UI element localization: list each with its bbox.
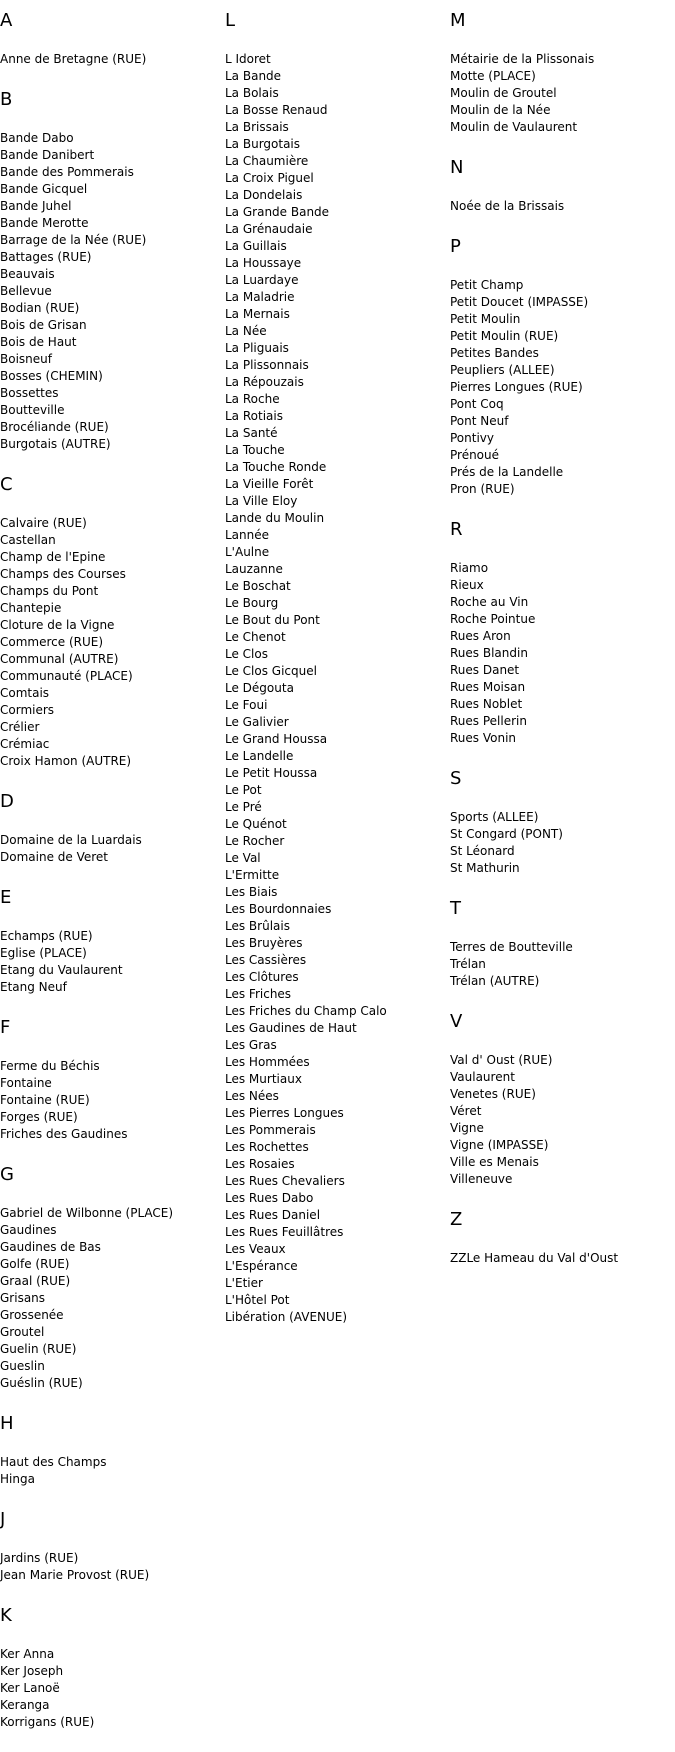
letter-section-a	[0, 10, 220, 68]
street-item[interactable]: L'Hôtel Pot	[225, 1293, 290, 1307]
street-item[interactable]: Motte (PLACE)	[450, 69, 536, 83]
letter-section-e	[0, 887, 220, 996]
street-item[interactable]: L'Etier	[225, 1276, 263, 1290]
street-item[interactable]: Crélier	[0, 720, 40, 734]
street-item[interactable]: St Mathurin	[450, 861, 520, 875]
street-item[interactable]: La Burgotais	[225, 137, 301, 151]
street-item[interactable]: Bodian (RUE)	[0, 301, 80, 315]
letter-section-j	[0, 1509, 220, 1584]
street-item[interactable]: Peupliers (ALLEE)	[450, 363, 555, 377]
street-list	[450, 198, 670, 215]
street-item[interactable]: Libération (AVENUE)	[225, 1310, 348, 1324]
street-item[interactable]: Le Landelle	[225, 749, 294, 763]
street-item[interactable]: Les Rues Dabo	[225, 1191, 314, 1205]
street-item[interactable]: Burgotais (AUTRE)	[0, 437, 111, 451]
letter-heading: Z	[450, 1209, 463, 1230]
street-item[interactable]: Moulin de Groutel	[450, 86, 557, 100]
street-item[interactable]: Lannée	[225, 528, 270, 542]
street-item[interactable]: Bande Danibert	[0, 148, 95, 162]
street-item[interactable]: Les Cassières	[225, 953, 307, 967]
street-item[interactable]: Sports (ALLEE)	[450, 810, 539, 824]
street-item[interactable]: Jardins (RUE)	[0, 1551, 79, 1565]
street-item[interactable]: Le Val	[225, 851, 261, 865]
street-item[interactable]: Le Petit Houssa	[225, 766, 318, 780]
street-list	[225, 51, 445, 1326]
street-item[interactable]: Les Bourdonnaies	[225, 902, 332, 916]
street-item[interactable]: La Chaumière	[225, 154, 309, 168]
street-item[interactable]: Les Gras	[225, 1038, 277, 1052]
street-item[interactable]: Venetes (RUE)	[450, 1087, 536, 1101]
street-item[interactable]: Lauzanne	[225, 562, 283, 576]
street-item[interactable]: Les Murtiaux	[225, 1072, 302, 1086]
street-item[interactable]: Le Quénot	[225, 817, 287, 831]
street-item[interactable]: Les Friches du Champ Calo	[225, 1004, 387, 1018]
street-item[interactable]: La Bolais	[225, 86, 279, 100]
street-item[interactable]: Pont Coq	[450, 397, 504, 411]
street-list	[450, 277, 670, 498]
street-item[interactable]: L Idoret	[225, 52, 271, 66]
street-item[interactable]: Friches des Gaudines	[0, 1127, 128, 1141]
street-item[interactable]: Cormiers	[0, 703, 55, 717]
street-item[interactable]: Les Rosaies	[225, 1157, 295, 1171]
letter-heading: K	[0, 1605, 12, 1626]
street-item[interactable]: Le Pré	[225, 800, 262, 814]
street-item[interactable]: Moulin de la Née	[450, 103, 551, 117]
street-item[interactable]: Gueslin	[0, 1359, 45, 1373]
street-item[interactable]: Grossenée	[0, 1308, 64, 1322]
street-item[interactable]: Battages (RUE)	[0, 250, 92, 264]
street-item[interactable]: Moulin de Vaulaurent	[450, 120, 578, 134]
street-list	[450, 1250, 670, 1267]
street-item[interactable]: Communauté (PLACE)	[0, 669, 133, 683]
street-item[interactable]: Champs des Courses	[0, 567, 126, 581]
street-item[interactable]: Ker Lanoë	[0, 1681, 60, 1695]
street-item[interactable]: Croix Hamon (AUTRE)	[0, 754, 132, 768]
street-item[interactable]: Rues Noblet	[450, 697, 523, 711]
street-item[interactable]: Petit Doucet (IMPASSE)	[450, 295, 589, 309]
street-item[interactable]: Le Bourg	[225, 596, 279, 610]
street-item[interactable]: Les Rochettes	[225, 1140, 309, 1154]
street-item[interactable]: Bossettes	[0, 386, 59, 400]
street-list	[0, 1646, 220, 1731]
street-item[interactable]: St Léonard	[450, 844, 515, 858]
street-list	[450, 51, 670, 136]
street-item[interactable]: Gaudines de Bas	[0, 1240, 101, 1254]
street-item[interactable]: Les Hommées	[225, 1055, 310, 1069]
street-item[interactable]: Groutel	[0, 1325, 45, 1339]
street-item[interactable]: Bellevue	[0, 284, 52, 298]
letter-heading: R	[450, 519, 463, 540]
street-item[interactable]: Les Rues Chevaliers	[225, 1174, 345, 1188]
street-item[interactable]: Rues Moisan	[450, 680, 526, 694]
street-item[interactable]: Rieux	[450, 578, 484, 592]
street-item[interactable]: Champ de l'Epine	[0, 550, 106, 564]
street-item[interactable]: Roche Pointue	[450, 612, 536, 626]
street-item[interactable]: Riamo	[450, 561, 489, 575]
street-item[interactable]: Terres de Boutteville	[450, 940, 573, 954]
letter-section-l	[225, 10, 445, 1326]
street-item[interactable]: Crémiac	[0, 737, 50, 751]
street-item[interactable]: Gabriel de Wilbonne (PLACE)	[0, 1206, 174, 1220]
street-item[interactable]: Hinga	[0, 1472, 35, 1486]
street-item[interactable]: Jean Marie Provost (RUE)	[0, 1568, 150, 1582]
street-item[interactable]: Fontaine	[0, 1076, 52, 1090]
street-item[interactable]: Le Dégouta	[225, 681, 294, 695]
street-item[interactable]: Rues Pellerin	[450, 714, 527, 728]
street-item[interactable]: Le Boschat	[225, 579, 291, 593]
street-item[interactable]: Les Gaudines de Haut	[225, 1021, 357, 1035]
letter-heading: M	[450, 10, 466, 31]
letter-heading: G	[0, 1164, 14, 1185]
street-item[interactable]: Trélan	[450, 957, 486, 971]
street-item[interactable]: Calvaire (RUE)	[0, 516, 87, 530]
street-item[interactable]: La Répouzais	[225, 375, 304, 389]
street-item[interactable]: Boutteville	[0, 403, 65, 417]
letter-section-k	[0, 1605, 220, 1731]
street-item[interactable]: Bande des Pommerais	[0, 165, 134, 179]
letter-heading: T	[450, 898, 461, 919]
street-item[interactable]: L'Ermitte	[225, 868, 280, 882]
street-item[interactable]: La Grande Bande	[225, 205, 330, 219]
street-item[interactable]: Rues Vonin	[450, 731, 517, 745]
street-list	[450, 809, 670, 877]
street-item[interactable]: Guéslin (RUE)	[0, 1376, 83, 1390]
street-item[interactable]: Pierres Longues (RUE)	[450, 380, 583, 394]
street-item[interactable]: Prés de la Landelle	[450, 465, 564, 479]
street-item[interactable]: Le Pot	[225, 783, 262, 797]
street-item[interactable]: Ker Anna	[0, 1647, 55, 1661]
street-item[interactable]: Rues Danet	[450, 663, 520, 677]
street-item[interactable]: Villeneuve	[450, 1172, 513, 1186]
street-item[interactable]: Golfe (RUE)	[0, 1257, 70, 1271]
letter-section-d	[0, 791, 220, 866]
street-item[interactable]: Les Brûlais	[225, 919, 290, 933]
street-list	[0, 130, 220, 453]
street-item[interactable]: Les Nées	[225, 1089, 279, 1103]
street-item[interactable]: Les Bruyères	[225, 936, 303, 950]
street-item[interactable]: La Santé	[225, 426, 278, 440]
street-item[interactable]: Barrage de la Née (RUE)	[0, 233, 147, 247]
street-item[interactable]: Les Biais	[225, 885, 278, 899]
street-item[interactable]: Le Rocher	[225, 834, 285, 848]
street-item[interactable]: Val d' Oust (RUE)	[450, 1053, 553, 1067]
column-1	[0, 10, 220, 1752]
letter-section-t	[450, 898, 670, 990]
street-item[interactable]: Etang du Vaulaurent	[0, 963, 123, 977]
street-item[interactable]: Bande Gicquel	[0, 182, 88, 196]
street-list	[0, 1454, 220, 1488]
street-item[interactable]: Domaine de Veret	[0, 850, 108, 864]
street-item[interactable]: Trélan (AUTRE)	[450, 974, 540, 988]
street-item[interactable]: La Plissonnais	[225, 358, 309, 372]
street-item[interactable]: La Luardaye	[225, 273, 299, 287]
street-item[interactable]: L'Espérance	[225, 1259, 298, 1273]
letter-heading: E	[0, 887, 12, 908]
street-item[interactable]: Eglise (PLACE)	[0, 946, 87, 960]
street-item[interactable]: Fontaine (RUE)	[0, 1093, 90, 1107]
street-item[interactable]: Lande du Moulin	[225, 511, 325, 525]
street-item[interactable]: Les Pommerais	[225, 1123, 316, 1137]
street-item[interactable]: Guelin (RUE)	[0, 1342, 77, 1356]
street-item[interactable]: Noée de la Brissais	[450, 199, 565, 213]
street-item[interactable]: L'Aulne	[225, 545, 270, 559]
street-item[interactable]: Grisans	[0, 1291, 46, 1305]
street-item[interactable]: Le Bout du Pont	[225, 613, 320, 627]
letter-heading: L	[225, 10, 236, 31]
street-item[interactable]: Rues Aron	[450, 629, 511, 643]
street-item[interactable]: Bois de Haut	[0, 335, 77, 349]
street-item[interactable]: Anne de Bretagne (RUE)	[0, 52, 147, 66]
street-item[interactable]: Bande Juhel	[0, 199, 72, 213]
street-item[interactable]: Petit Champ	[450, 278, 524, 292]
street-item[interactable]: Véret	[450, 1104, 482, 1118]
street-list	[0, 515, 220, 770]
street-item[interactable]: Brocéliande (RUE)	[0, 420, 109, 434]
street-item[interactable]: Beauvais	[0, 267, 55, 281]
street-item[interactable]: La Née	[225, 324, 267, 338]
street-item[interactable]: Les Veaux	[225, 1242, 286, 1256]
street-item[interactable]: Vaulaurent	[450, 1070, 515, 1084]
letter-heading: B	[0, 89, 13, 110]
street-list	[0, 1205, 220, 1392]
street-item[interactable]: La Dondelais	[225, 188, 303, 202]
street-item[interactable]: Le Foui	[225, 698, 268, 712]
letter-section-c	[0, 474, 220, 770]
street-item[interactable]: La Touche Ronde	[225, 460, 327, 474]
street-item[interactable]: Comtais	[0, 686, 50, 700]
street-item[interactable]: Pont Neuf	[450, 414, 509, 428]
letter-section-h	[0, 1413, 220, 1488]
street-item[interactable]: ZZLe Hameau du Val d'Oust	[450, 1251, 619, 1265]
street-item[interactable]: Bosses (CHEMIN)	[0, 369, 103, 383]
street-item[interactable]: Les Pierres Longues	[225, 1106, 344, 1120]
street-item[interactable]: Le Clos	[225, 647, 268, 661]
street-item[interactable]: Roche au Vin	[450, 595, 529, 609]
street-item[interactable]: Ferme du Béchis	[0, 1059, 100, 1073]
letter-section-r	[450, 519, 670, 747]
street-item[interactable]: Pontivy	[450, 431, 494, 445]
street-item[interactable]: Keranga	[0, 1698, 50, 1712]
street-item[interactable]: Rues Blandin	[450, 646, 528, 660]
street-item[interactable]: La Guillais	[225, 239, 287, 253]
street-item[interactable]: Le Grand Houssa	[225, 732, 328, 746]
street-item[interactable]: La Maladrie	[225, 290, 295, 304]
street-item[interactable]: Communal (AUTRE)	[0, 652, 119, 666]
street-item[interactable]: Chantepie	[0, 601, 62, 615]
street-item[interactable]: Korrigans (RUE)	[0, 1715, 95, 1729]
street-item[interactable]: St Congard (PONT)	[450, 827, 563, 841]
street-item[interactable]: La Roche	[225, 392, 280, 406]
street-item[interactable]: La Rotiais	[225, 409, 283, 423]
street-list	[450, 939, 670, 990]
street-item[interactable]: Bois de Grisan	[0, 318, 87, 332]
street-item[interactable]: Champs du Pont	[0, 584, 99, 598]
street-item[interactable]: Ker Joseph	[0, 1664, 64, 1678]
street-item[interactable]: La Ville Eloy	[225, 494, 298, 508]
letter-section-n	[450, 157, 670, 215]
street-item[interactable]: Les Friches	[225, 987, 292, 1001]
letter-section-v	[450, 1011, 670, 1188]
street-item[interactable]: Les Clôtures	[225, 970, 299, 984]
street-item[interactable]: La Houssaye	[225, 256, 302, 270]
letter-section-m	[450, 10, 670, 136]
letter-section-p	[450, 236, 670, 498]
street-item[interactable]: Commerce (RUE)	[0, 635, 104, 649]
street-item[interactable]: Castellan	[0, 533, 56, 547]
street-item[interactable]: La Grénaudaie	[225, 222, 313, 236]
street-list	[450, 560, 670, 747]
street-item[interactable]: Cloture de la Vigne	[0, 618, 115, 632]
letter-heading: F	[0, 1017, 11, 1038]
street-item[interactable]: Haut des Champs	[0, 1455, 107, 1469]
street-item[interactable]: Echamps (RUE)	[0, 929, 93, 943]
street-item[interactable]: Ville es Menais	[450, 1155, 539, 1169]
letter-heading: D	[0, 791, 14, 812]
street-list	[0, 928, 220, 996]
street-item[interactable]: Les Rues Daniel	[225, 1208, 321, 1222]
column-3	[450, 10, 670, 1288]
street-list	[0, 832, 220, 866]
street-item[interactable]: Petites Bandes	[450, 346, 539, 360]
street-item[interactable]: La Vieille Forêt	[225, 477, 314, 491]
letter-heading: V	[450, 1011, 463, 1032]
street-item[interactable]: Vigne (IMPASSE)	[450, 1138, 549, 1152]
street-item[interactable]: Boisneuf	[0, 352, 52, 366]
street-item[interactable]: La Pliguais	[225, 341, 289, 355]
letter-heading: J	[0, 1509, 6, 1530]
letter-section-z	[450, 1209, 670, 1267]
street-item[interactable]: Domaine de la Luardais	[0, 833, 142, 847]
letter-heading: A	[0, 10, 13, 31]
street-item[interactable]: Le Chenot	[225, 630, 286, 644]
letter-heading: H	[0, 1413, 14, 1434]
street-item[interactable]: Graal (RUE)	[0, 1274, 71, 1288]
street-item[interactable]: La Bande	[225, 69, 282, 83]
street-item[interactable]: Le Clos Gicquel	[225, 664, 317, 678]
street-item[interactable]: La Mernais	[225, 307, 290, 321]
street-item[interactable]: La Croix Piguel	[225, 171, 314, 185]
letter-heading: C	[0, 474, 13, 495]
street-item[interactable]: La Bosse Renaud	[225, 103, 328, 117]
street-item[interactable]: Le Galivier	[225, 715, 289, 729]
column-2	[225, 10, 445, 1347]
street-item[interactable]: La Brissais	[225, 120, 289, 134]
letter-section-s	[450, 768, 670, 877]
street-list	[0, 1058, 220, 1143]
street-item[interactable]: Pron (RUE)	[450, 482, 515, 496]
letter-heading: S	[450, 768, 462, 789]
street-item[interactable]: Forges (RUE)	[0, 1110, 78, 1124]
street-item[interactable]: Les Rues Feuillâtres	[225, 1225, 344, 1239]
street-list	[0, 51, 220, 68]
street-item[interactable]: Bande Dabo	[0, 131, 74, 145]
street-item[interactable]: Métairie de la Plissonais	[450, 52, 595, 66]
street-item[interactable]: Vigne	[450, 1121, 484, 1135]
street-item[interactable]: Petit Moulin	[450, 312, 521, 326]
street-item[interactable]: La Touche	[225, 443, 285, 457]
letter-heading: P	[450, 236, 461, 257]
letter-section-g	[0, 1164, 220, 1392]
street-item[interactable]: Petit Moulin (RUE)	[450, 329, 559, 343]
street-item[interactable]: Bande Merotte	[0, 216, 89, 230]
letter-section-f	[0, 1017, 220, 1143]
street-item[interactable]: Etang Neuf	[0, 980, 67, 994]
street-item[interactable]: Prénoué	[450, 448, 500, 462]
street-item[interactable]: Gaudines	[0, 1223, 57, 1237]
letter-section-b	[0, 89, 220, 453]
letter-heading: N	[450, 157, 464, 178]
street-list	[0, 1550, 220, 1584]
street-list	[450, 1052, 670, 1188]
